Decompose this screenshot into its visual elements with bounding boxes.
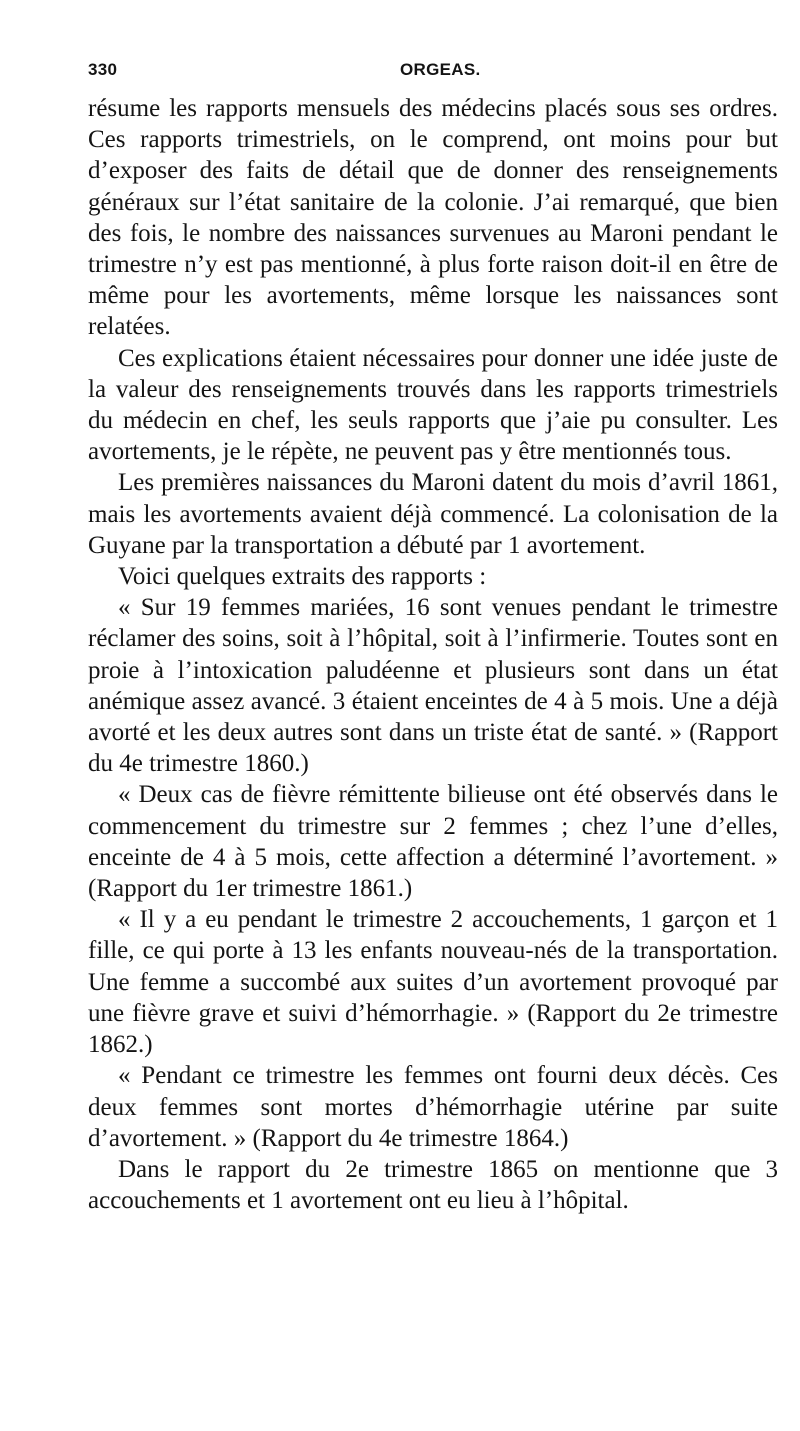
running-head xyxy=(88,60,778,86)
paragraph: Ces explications étaient nécessaires pour donner une idée juste de la valeur des renseignements trouvés dans les rapports trimestriels du médecin en chef, les seuls rapports que j’aie pu consulter. Les avortements, je le répète, ne peuvent pas y être mentionnés tous. xyxy=(88,344,778,466)
paragraph-continuation: résume les rapports mensuels des médecins placés sous ses ordres. Ces rapports trimestriels, on le comprend, ont moins pour but d’exposer des faits de détail que de donner des renseignements généraux sur l’état sanitaire de la colonie. J’ai remarqué, que bien des fois, le nombre des naissances survenues au Maroni pendant le trimestre n’y est pas mentionné, à plus forte raison doit-il en être de même pour les avortements, même lorsque les naissances sont relatées. xyxy=(88,95,778,341)
paragraph: Dans le rapport du 2e trimestre 1865 on mentionne que 3 accouchements et 1 avortement ont eu lieu à l’hôpital. xyxy=(88,1155,778,1215)
quoted-extract: « Pendant ce trimestre les femmes ont fourni deux décès. Ces deux femmes sont mortes d’hémorrhagie utérine par suite d’avortement. » (Rapport du 4e trimestre 1864.) xyxy=(88,1062,778,1152)
quoted-extract: « Deux cas de fièvre rémittente bilieuse ont été observés dans le commencement du trimestre sur 2 femmes ; chez l’une d’elles, enceinte de 4 à 5 mois, cette affection a déterminé l’avortement. » (Rapport du 1er trimestre 1861.) xyxy=(88,781,778,903)
page-number: 330 xyxy=(88,60,118,79)
quoted-extract: « Il y a eu pendant le trimestre 2 accouchements, 1 garçon et 1 fille, ce qui porte à 13 les enfants nouveau-nés de la transportation. Une femme a succombé aux suites d’un avortement provoqué par une fièvre grave et suivi d’hémorrhagie. » (Rapport du 2e trimestre 1862.) xyxy=(88,906,778,1059)
paragraph: Les premières naissances du Maroni datent du mois d’avril 1861, mais les avortements avaient déjà commencé. La colonisation de la Guyane par la transportation a débuté par 1 avortement. xyxy=(88,469,778,559)
text-body xyxy=(88,93,778,1216)
running-title: ORGEAS. xyxy=(400,60,481,79)
paragraph: Voici quelques extraits des rapports : xyxy=(118,563,487,591)
quoted-extract: « Sur 19 femmes mariées, 16 sont venues pendant le trimestre réclamer des soins, soit à l’hôpital, soit à l’infirmerie. Toutes sont en proie à l’intoxication paludéenne et plusieurs sont dans un état anémique assez avancé. 3 étaient enceintes de 4 à 5 mois. Une a déjà avorté et les deux autres sont dans un triste état de santé. » (Rapport du 4e trimestre 1860.) xyxy=(88,594,778,778)
